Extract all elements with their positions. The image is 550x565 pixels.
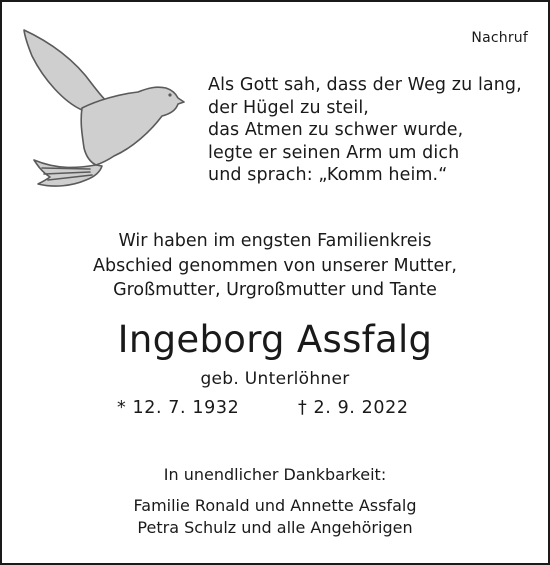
- poem-line: Als Gott sah, dass der Weg zu lang,: [208, 75, 522, 95]
- notice-heading: Nachruf: [471, 30, 528, 46]
- dove-icon: [20, 22, 195, 197]
- signers: [0, 495, 550, 539]
- poem-line: und sprach: „Komm heim.“: [208, 165, 448, 185]
- signer-line: Familie Ronald und Annette Assfalg: [133, 496, 417, 515]
- dove-eye-icon: [168, 93, 171, 96]
- birth-name: geb. Unterlöhner: [200, 369, 350, 389]
- death-date: † 2. 9. 2022: [298, 398, 409, 418]
- poem-line: legte er seinen Arm um dich: [208, 142, 460, 163]
- poem-line: der Hügel zu steil,: [208, 97, 369, 118]
- poem-line: das Atmen zu schwer wurde,: [208, 120, 464, 140]
- announcement-text: [0, 229, 550, 303]
- announcement-line: Großmutter, Urgroßmutter und Tante: [113, 280, 437, 300]
- announcement-line: Abschied genommen von unserer Mutter,: [93, 255, 457, 276]
- signer-line: Petra Schulz und alle Angehörigen: [137, 518, 413, 537]
- gratitude-line: In unendlicher Dankbarkeit:: [163, 465, 387, 484]
- deceased-name: Ingeborg Assfalg: [117, 318, 433, 361]
- announcement-line: Wir haben im engsten Familienkreis: [118, 231, 432, 251]
- poem: [208, 74, 522, 187]
- birth-date: * 12. 7. 1932: [117, 398, 240, 418]
